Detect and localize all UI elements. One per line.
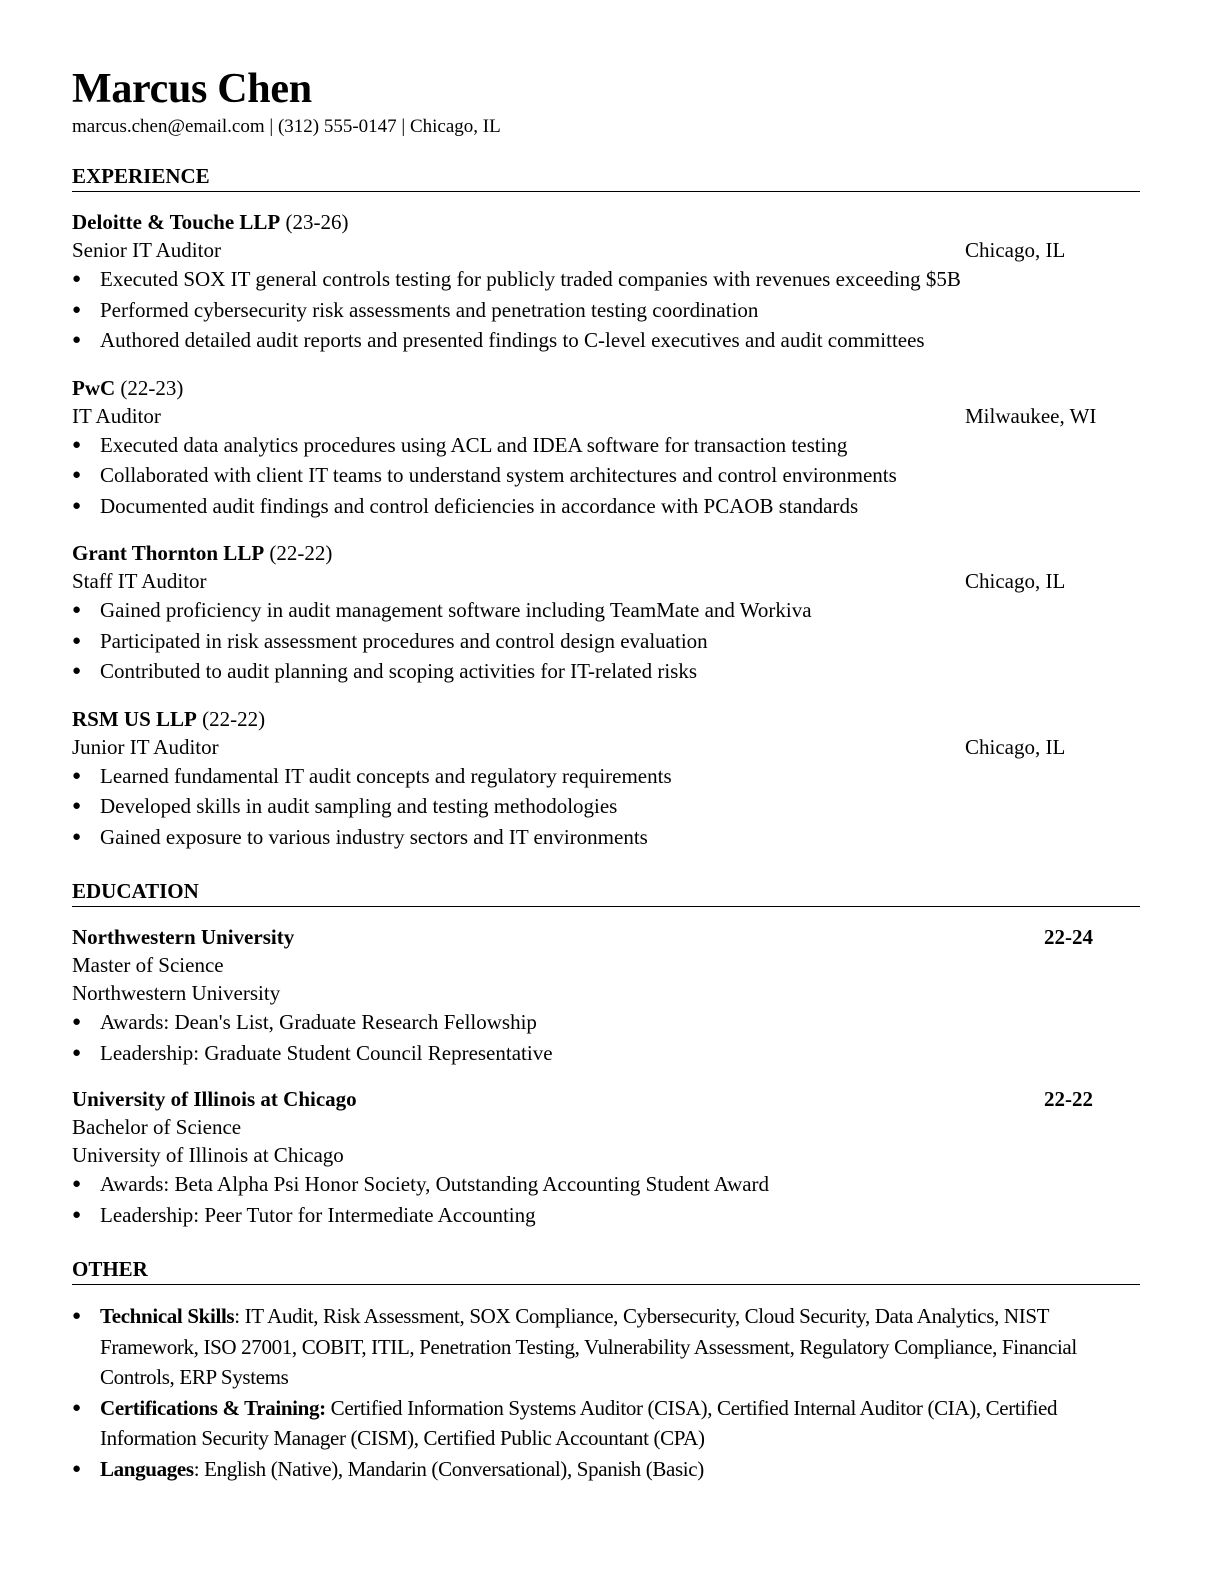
institution: University of Illinois at Chicago — [72, 1143, 344, 1167]
bullet-item: ● Documented audit findings and control deficiencies in accordance with PCAOB standards — [72, 491, 1140, 522]
bullet-item: ● Gained exposure to various industry sectors and IT environments — [72, 822, 1140, 853]
job-role: Senior IT Auditor — [72, 238, 221, 262]
bullet-item: ● Participated in risk assessment procedures and control design evaluation — [72, 626, 1140, 657]
bullet-item: ● Performed cybersecurity risk assessments and penetration testing coordination — [72, 295, 1140, 326]
bullet-item: ● Collaborated with client IT teams to understand system architectures and control environments — [72, 460, 1140, 491]
company-name: RSM US LLP — [72, 706, 197, 731]
education-list — [72, 923, 1140, 1230]
bullet-item: ● Executed SOX IT general controls testing for publicly traded companies with revenues exceeding $5B — [72, 264, 1140, 295]
other-label: Technical Skills — [100, 1304, 235, 1328]
job-bullets — [72, 595, 1140, 687]
other-label: Languages — [100, 1456, 194, 1481]
school-header — [72, 1085, 1140, 1113]
education-entry — [72, 923, 1140, 1068]
section-title-experience: EXPERIENCE — [72, 163, 1140, 192]
company-name: PwC — [72, 375, 116, 400]
experience-list — [72, 208, 1140, 852]
other-list — [72, 1301, 1140, 1484]
school-header — [72, 923, 1140, 951]
job-entry — [72, 539, 1140, 687]
section-title-education: EDUCATION — [72, 878, 1140, 907]
education-bullets — [72, 1007, 1140, 1068]
candidate-name: Marcus Chen — [72, 66, 312, 112]
company-name: Deloitte & Touche LLP — [72, 210, 281, 234]
job-dates: (23-26) — [285, 210, 349, 234]
bullet-item: ● Leadership: Peer Tutor for Intermediate Accounting — [72, 1200, 1140, 1231]
job-location: Milwaukee, WI — [965, 403, 1097, 428]
other-text: : IT Audit, Risk Assessment, SOX Compliance, Cybersecurity, Cloud Security, Data Analytics, NIST Framework, ISO 27001, COBIT, ITIL, Penetration Testing, Vulnerability Assessment, Regulatory Compliance, Financial Controls, ERP Systems — [100, 1304, 1077, 1389]
job-role: Junior IT Auditor — [72, 734, 219, 759]
job-role-row — [72, 402, 1140, 430]
bullet-item: ● Gained proficiency in audit management software including TeamMate and Workiva — [72, 595, 1140, 626]
school-name: Northwestern University — [72, 925, 295, 949]
school-dates: 22-24 — [1044, 925, 1093, 949]
bullet-item: ● Awards: Dean's List, Graduate Research Fellowship — [72, 1007, 1140, 1038]
job-dates: (22-22) — [202, 706, 266, 731]
job-dates: (22-22) — [269, 541, 333, 565]
job-role: Staff IT Auditor — [72, 569, 207, 593]
other-item-certifications — [72, 1393, 1140, 1454]
job-header — [72, 208, 1140, 236]
degree: Master of Science — [72, 953, 224, 977]
bullet-item: ● Awards: Beta Alpha Psi Honor Society, Outstanding Accounting Student Award — [72, 1169, 1140, 1200]
job-location: Chicago, IL — [965, 238, 1066, 262]
job-header — [72, 374, 1140, 402]
other-text: Certified Information Systems Auditor (CISA), Certified Internal Auditor (CIA), Certified Information Security Manager (CISM), Certified Public Accountant (CPA) — [100, 1395, 1058, 1450]
job-bullets — [72, 264, 1140, 356]
bullet-item: ● Authored detailed audit reports and presented findings to C-level executives and audit committees — [72, 325, 1140, 356]
job-role-row — [72, 733, 1140, 761]
bullet-item: ● Executed data analytics procedures using ACL and IDEA software for transaction testing — [72, 430, 1140, 461]
other-label: Certifications & Training: — [100, 1395, 326, 1420]
education-bullets — [72, 1169, 1140, 1230]
job-role-row — [72, 236, 1140, 264]
section-title-other: OTHER — [72, 1256, 1140, 1285]
other-item-technical-skills — [72, 1301, 1140, 1393]
job-location: Chicago, IL — [965, 569, 1066, 593]
job-entry — [72, 374, 1140, 522]
job-entry — [72, 208, 1140, 356]
job-role-row — [72, 567, 1140, 595]
school-dates: 22-22 — [1044, 1087, 1093, 1111]
company-name: Grant Thornton LLP — [72, 541, 265, 565]
other-item-languages — [72, 1454, 1140, 1485]
job-header — [72, 539, 1140, 567]
job-header — [72, 705, 1140, 733]
contact-line: marcus.chen@email.com | (312) 555-0147 | Chicago, IL — [72, 116, 501, 137]
bullet-item: ● Learned fundamental IT audit concepts and regulatory requirements — [72, 761, 1140, 792]
degree: Bachelor of Science — [72, 1115, 242, 1139]
bullet-item: ● Developed skills in audit sampling and testing methodologies — [72, 791, 1140, 822]
school-name: University of Illinois at Chicago — [72, 1087, 357, 1111]
job-entry — [72, 705, 1140, 853]
job-location: Chicago, IL — [965, 734, 1066, 759]
bullet-item: ● Leadership: Graduate Student Council Representative — [72, 1038, 1140, 1069]
job-dates: (22-23) — [120, 375, 184, 400]
job-bullets — [72, 761, 1140, 853]
job-role: IT Auditor — [72, 403, 161, 428]
education-entry — [72, 1085, 1140, 1230]
other-text: : English (Native), Mandarin (Conversational), Spanish (Basic) — [193, 1456, 704, 1481]
job-bullets — [72, 430, 1140, 522]
bullet-item: ● Contributed to audit planning and scoping activities for IT-related risks — [72, 656, 1140, 687]
institution: Northwestern University — [72, 981, 281, 1005]
